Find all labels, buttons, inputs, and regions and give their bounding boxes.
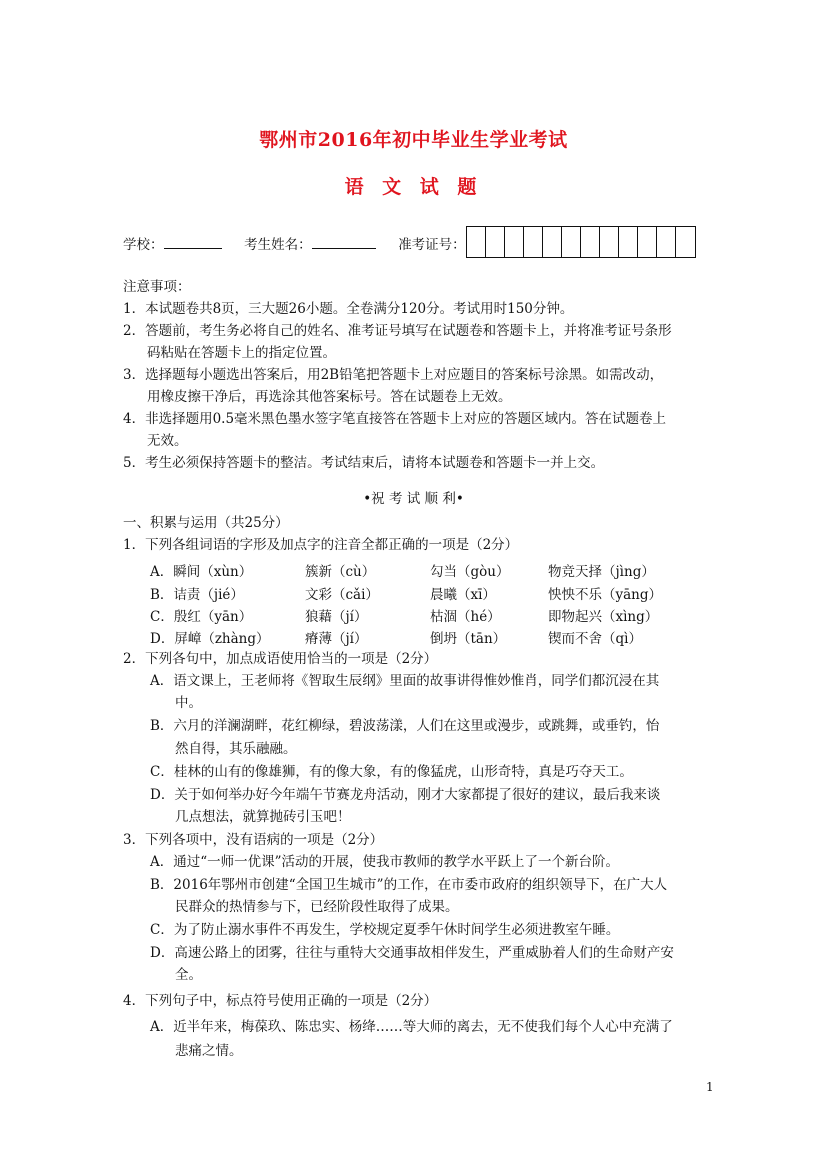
exam-id-cell[interactable] bbox=[543, 227, 562, 257]
exam-id-label: 准考证号： bbox=[398, 237, 466, 253]
option-cell: 簇新（cù） bbox=[305, 564, 376, 580]
option-cell: 勾当（gòu） bbox=[430, 564, 510, 580]
note-line: 用橡皮擦干净后，再选涂其他答案标号。答在试题卷上无效。 bbox=[147, 389, 512, 405]
note-line: 1．本试题卷共8页，三大题26小题。全卷满分120分。考试用时150分钟。 bbox=[123, 301, 574, 317]
exam-id-cell[interactable] bbox=[657, 227, 676, 257]
section-heading: 一、积累与运用（共25分） bbox=[123, 515, 289, 531]
note-line: 码粘贴在答题卡上的指定位置。 bbox=[147, 345, 336, 361]
exam-id-cell[interactable] bbox=[676, 227, 695, 257]
option-cell: 文彩（cǎi） bbox=[305, 587, 379, 603]
question-3-line: C．为了防止溺水事件不再发生，学校规定夏季午休时间学生必须进教室午睡。 bbox=[150, 922, 620, 938]
question-2-stem: 2．下列各句中，加点成语使用恰当的一项是（2分） bbox=[123, 651, 438, 667]
option-cell: 锲而不舍（qì） bbox=[548, 631, 642, 647]
question-4-line: A．近半年来，梅葆玖、陈忠实、杨绛……等大师的离去，无不使我们每个人心中充满了 bbox=[150, 1019, 673, 1035]
option-cell: 瘠薄（jí） bbox=[305, 631, 368, 647]
exam-id-cell[interactable] bbox=[505, 227, 524, 257]
question-3-line: A．通过“一师一优课”活动的开展，使我市教师的教学水平跃上了一个新台阶。 bbox=[150, 854, 620, 870]
notes-heading: 注意事项： bbox=[123, 279, 191, 295]
option-cell: 怏怏不乐（yāng） bbox=[548, 587, 663, 603]
option-cell: 即物起兴（xìng） bbox=[548, 609, 659, 625]
exam-id-cell[interactable] bbox=[638, 227, 657, 257]
exam-id-cell[interactable] bbox=[600, 227, 619, 257]
exam-id-cell[interactable] bbox=[524, 227, 543, 257]
note-line: 2．答题前，考生务必将自己的姓名、准考证号填写在试题卷和答题卡上，并将准考证号条形 bbox=[123, 323, 672, 339]
good-luck-wish: •祝 考 试 顺 利• bbox=[363, 491, 464, 507]
student-name-blank[interactable] bbox=[312, 234, 376, 249]
exam-title: 鄂州市2016年初中毕业生学业考试 bbox=[259, 129, 568, 151]
student-name-label: 考生姓名： bbox=[244, 237, 312, 253]
option-cell: B．诘责（jié） bbox=[150, 587, 244, 603]
exam-id-grid[interactable] bbox=[466, 226, 696, 258]
exam-id-cell[interactable] bbox=[581, 227, 600, 257]
note-line: 无效。 bbox=[147, 433, 188, 449]
school-label: 学校： bbox=[123, 237, 164, 253]
option-cell: 枯涸（hé） bbox=[430, 609, 501, 625]
option-cell: 狼藉（jí） bbox=[305, 609, 368, 625]
option-cell: 倒坍（tān） bbox=[430, 631, 507, 647]
question-3-line: 民群众的热情参与下，已经阶段性取得了成果。 bbox=[175, 899, 459, 915]
question-3-line: D．高速公路上的团雾，往往与重特大交通事故相伴发生，严重威胁着人们的生命财产安 bbox=[150, 945, 674, 961]
exam-id-cell[interactable] bbox=[467, 227, 486, 257]
note-line: 5．考生必须保持答题卡的整洁。考试结束后，请将本试题卷和答题卡一并上交。 bbox=[123, 455, 605, 471]
exam-id-cell[interactable] bbox=[562, 227, 581, 257]
question-3-line: 全。 bbox=[175, 967, 202, 983]
question-2-line: D．关于如何举办好今年端午节赛龙舟活动，刚才大家都提了很好的建议，最后我来谈 bbox=[150, 787, 661, 803]
question-2-line: A．语文课上，王老师将《智取生辰纲》里面的故事讲得惟妙惟肖，同学们都沉浸在其 bbox=[150, 673, 660, 689]
question-2-line: B．六月的洋澜湖畔，花红柳绿，碧波荡漾，人们在这里或漫步，或跳舞，或垂钓，怡 bbox=[150, 718, 660, 734]
exam-subtitle: 语 文 试 题 bbox=[344, 176, 483, 198]
question-2-line: C．桂林的山有的像雄狮，有的像大象，有的像猛虎，山形奇特，真是巧夺天工。 bbox=[150, 764, 633, 780]
option-cell: 物竞天择（jìng） bbox=[548, 564, 655, 580]
question-4-stem: 4．下列句子中，标点符号使用正确的一项是（2分） bbox=[123, 993, 438, 1009]
school-blank[interactable] bbox=[164, 234, 222, 249]
question-2-line: 然自得，其乐融融。 bbox=[175, 741, 297, 757]
page-number: 1 bbox=[706, 1080, 714, 1094]
option-cell: D．屏嶂（zhàng） bbox=[150, 631, 270, 647]
question-2-line: 几点想法，就算抛砖引玉吧！ bbox=[175, 809, 351, 825]
note-line: 4．非选择题用0.5毫米黑色墨水签字笔直接答在答题卡上对应的答题区域内。答在试题卷上 bbox=[123, 411, 667, 427]
note-line: 3．选择题每小题选出答案后，用2B铅笔把答题卡上对应题目的答案标号涂黑。如需改动， bbox=[123, 367, 664, 383]
question-2-line: 中。 bbox=[175, 695, 202, 711]
option-cell: C．殷红（yān） bbox=[150, 609, 253, 625]
student-info-row bbox=[123, 234, 466, 254]
question-4-line: 悲痛之情。 bbox=[175, 1043, 243, 1059]
question-3-stem: 3．下列各项中，没有语病的一项是（2分） bbox=[123, 832, 384, 848]
question-1-stem: 1．下列各组词语的字形及加点字的注音全都正确的一项是（2分） bbox=[123, 537, 519, 553]
option-cell: 晨曦（xī） bbox=[430, 587, 496, 603]
option-cell: A．瞬间（xùn） bbox=[150, 564, 253, 580]
exam-id-cell[interactable] bbox=[486, 227, 505, 257]
exam-id-cell[interactable] bbox=[619, 227, 638, 257]
question-3-line: B．2016年鄂州市创建“全国卫生城市”的工作，在市委市政府的组织领导下，在广大人 bbox=[150, 877, 668, 893]
